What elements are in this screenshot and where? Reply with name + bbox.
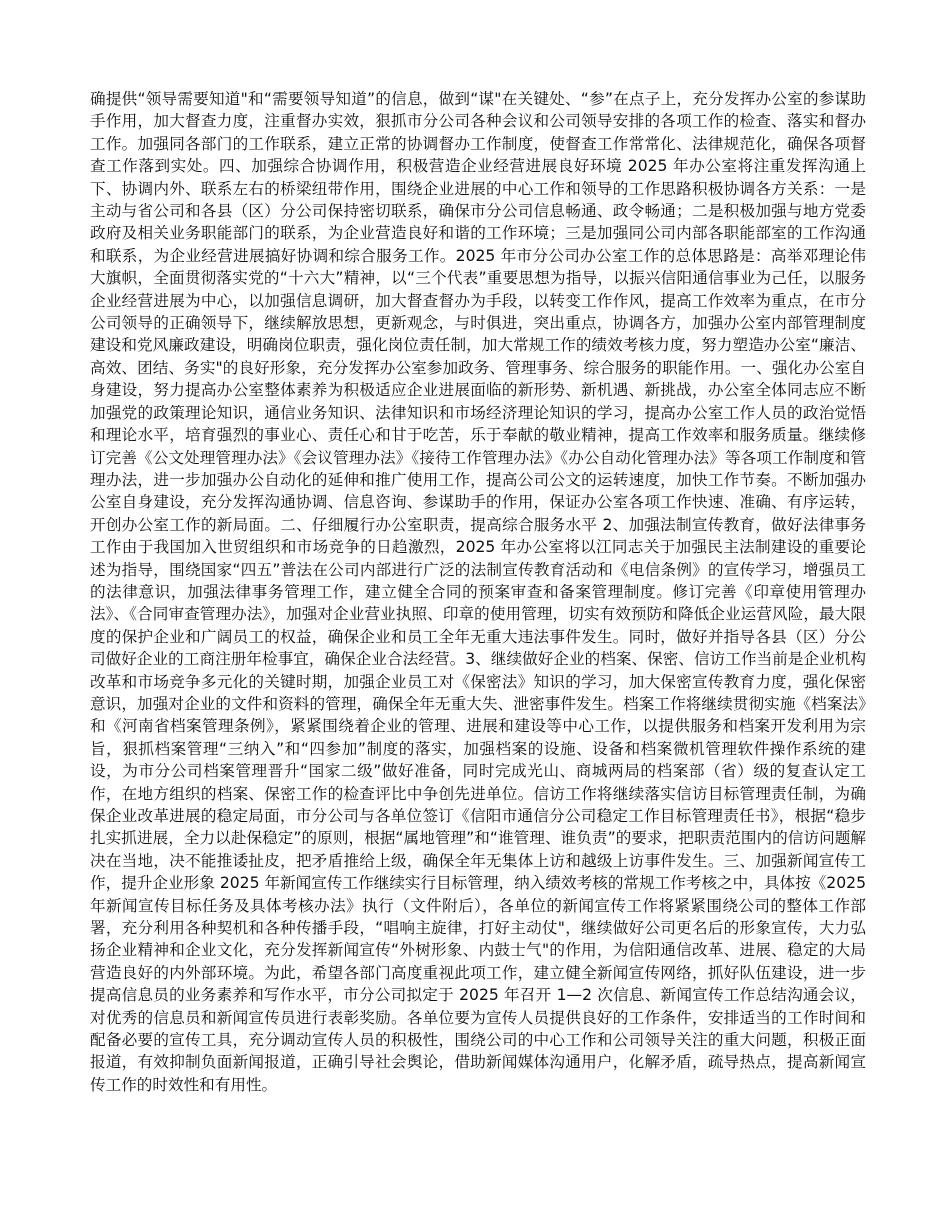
body-text: 确提供“领导需要知道"和“需要领导知道”的信息，做到“谋"在关键处、“参”在点子上，充分发挥办公室的参谋助手作用，加大督查力度，注重督办实效，狠抓市分公司各种会议和公司领导安排的各项工作的检查、落实和督办工作。加强同各部门的工作联系，建立正常的协调督办工作制度，使督查工作常常化、法律规范化，确保各项督查工作落到实处。四、加强综合协调作用，积极营造企业经营进展良好环境 2025 年办公室将注重发挥沟通上下、协调内外、联系左右的桥梁纽带作用，围绕企业进展的中心工作和领导的工作思路积极协调各方关系：一是主动与省公司和各县（区）分公司保持密切联系，确保市分公司信息畅通、政令畅通；二是积极加强与地方党委政府及相关业务职能部门的联系，为企业营造良好和谐的工作环境；三是加强同公司内部各职能部室的工作沟通和联系，为企业经营进展搞好协调和综合服务工作。2025 年市分公司办公室工作的总体思路是：高举邓理论伟大旗帜，全面贯彻落实党的“十六大”精神，以“三个代表”重要思想为指导，以振兴信阳通信事业为己任，以服务企业经营进展为中心，以加强信息调研，加大督查督办为手段，以转变工作作风，提高工作效率为重点，在市分公司领导的正确领导下，继续解放思想，更新观念，与时俱进，突出重点，协调各方，加强办公室内部管理制度建设和党风廉政建设，明确岗位职责，强化岗位责任制，加大常规工作的绩效考核力度，努力塑造办公室“廉洁、高效、团结、务实"的良好形象，充分发挥办公室参加政务、管理事务、综合服务的职能作用。一、强化办公室自身建设，努力提高办公室整体素养为积极适应企业进展面临的新形势、新机遇、新挑战，办公室全体同志应不断加强党的政策理论知识，通信业务知识、法律知识和市场经济理论知识的学习，提高办公室工作人员的政治觉悟和理论水平，培育强烈的事业心、责任心和甘于吃苦，乐于奉献的敬业精神，提高工作效率和服务质量。继续修订完善《公文处理管理办法》《会议管理办法》《接待工作管理办法》《办公自动化管理办法》等各项工作制度和管理办法，进一步加强办公自动化的延伸和推广使用工作，提高公司公文的运转速度，加快工作节奏。不断加强办公室自身建设，充分发挥沟通协调、信息咨询、参谋助手的作用，保证办公室各项工作快速、准确、有序运转，开创办公室工作的新局面。二、仔细履行办公室职责，提高综合服务水平 2、加强法制宣传教育，做好法律事务工作由于我国加入世贸组织和市场竞争的日趋激烈，2025 年办公室将以江同志关于加强民主法制建设的重要论述为指导，围绕国家“四五”普法在公司内部进行广泛的法制宣传教育活动和《电信条例》的宣传学习，增强员工的法律意识，加强法律事务管理工作，建立健全合同的预案审查和备案管理制度。修订完善《印章使用管理办法》、《合同审查管理办法》，加强对企业营业执照、印章的使用管理，切实有效预防和降低企业运营风险，最大限度的保护企业和广阔员工的权益，确保企业和员工全年无重大违法事件发生。同时，做好并指导各县（区）分公司做好企业的工商注册年检事宜，确保企业合法经营。3、继续做好企业的档案、保密、信访工作当前是企业机构改革和市场竞争多元化的关键时期，加强企业员工对《保密法》知识的学习，加大保密宣传教育力度，强化保密意识，加强对企业的文件和资料的管理，确保全年无重大失、泄密事件发生。档案工作将继续贯彻实施《档案法》和《河南省档案管理条例》，紧紧围绕着企业的管理、进展和建设等中心工作，以提供服务和档案开发利用为宗旨，狠抓档案管理“三纳入”和“四参加”制度的落实，加强档案的设施、设备和档案微机管理软件操作系统的建设，为市分公司档案管理晋升“国家二级”做好准备，同时完成光山、商城两局的档案部（省）级的复查认定工作，在地方组织的档案、保密工作的检查评比中争创先进单位。信访工作将继续落实信访目标管理责任制，为确保企业改革进展的稳定局面，市分公司与各单位签订《信阳市通信分公司稳定工作目标管理责任书》，根据“稳步扎实抓进展，全力以赴保稳定”的原则，根据“属地管理”和“谁管理、谁负责”的要求，把职责范围内的信访问题解决在当地，决不能推诿扯皮，把矛盾推给上级，确保全年无集体上访和越级上访事件发生。三、加强新闻宣传工作，提升企业形象 2025 年新闻宣传工作继续实行目标管理，纳入绩效考核的常规工作考核之中，具体按《2025 年新闻宣传目标任务及具体考核办法》执行（文件附后），各单位的新闻宣传工作将紧紧围绕公司的整体工作部署，充分利用各种契机和各种传播手段，“唱响主旋律，打好主动仗"，继续做好公司更名后的形象宣传，大力弘扬企业精神和企业文化，充分发挥新闻宣传“外树形象、内鼓士气"的作用，为信阳通信改革、进展、稳定的大局营造良好的内外部环境。为此，希望各部门高度重视此项工作，建立健全新闻宣传网络，抓好队伍建设，进一步提高信息员的业务素养和写作水平，市分公司拟定于 2025 年召开 1—2 次信息、新闻宣传工作总结沟通会议，对优秀的信息员和新闻宣传员进行表彰奖励。各单位要为宣传人员提供良好的工作条件，安排适当的工作时间和配备必要的宣传工具，充分调动宣传人员的积极性，围绕公司的中心工作和公司领导关注的重大问题，积极正面报道，有效抑制负面新闻报道，正确引导社会舆论，借助新闻媒体沟通用户，化解矛盾，疏导热点，提高新闻宣传工作的时效性和有用性。 [90, 90, 866, 1094]
document-page [90, 88, 866, 1096]
